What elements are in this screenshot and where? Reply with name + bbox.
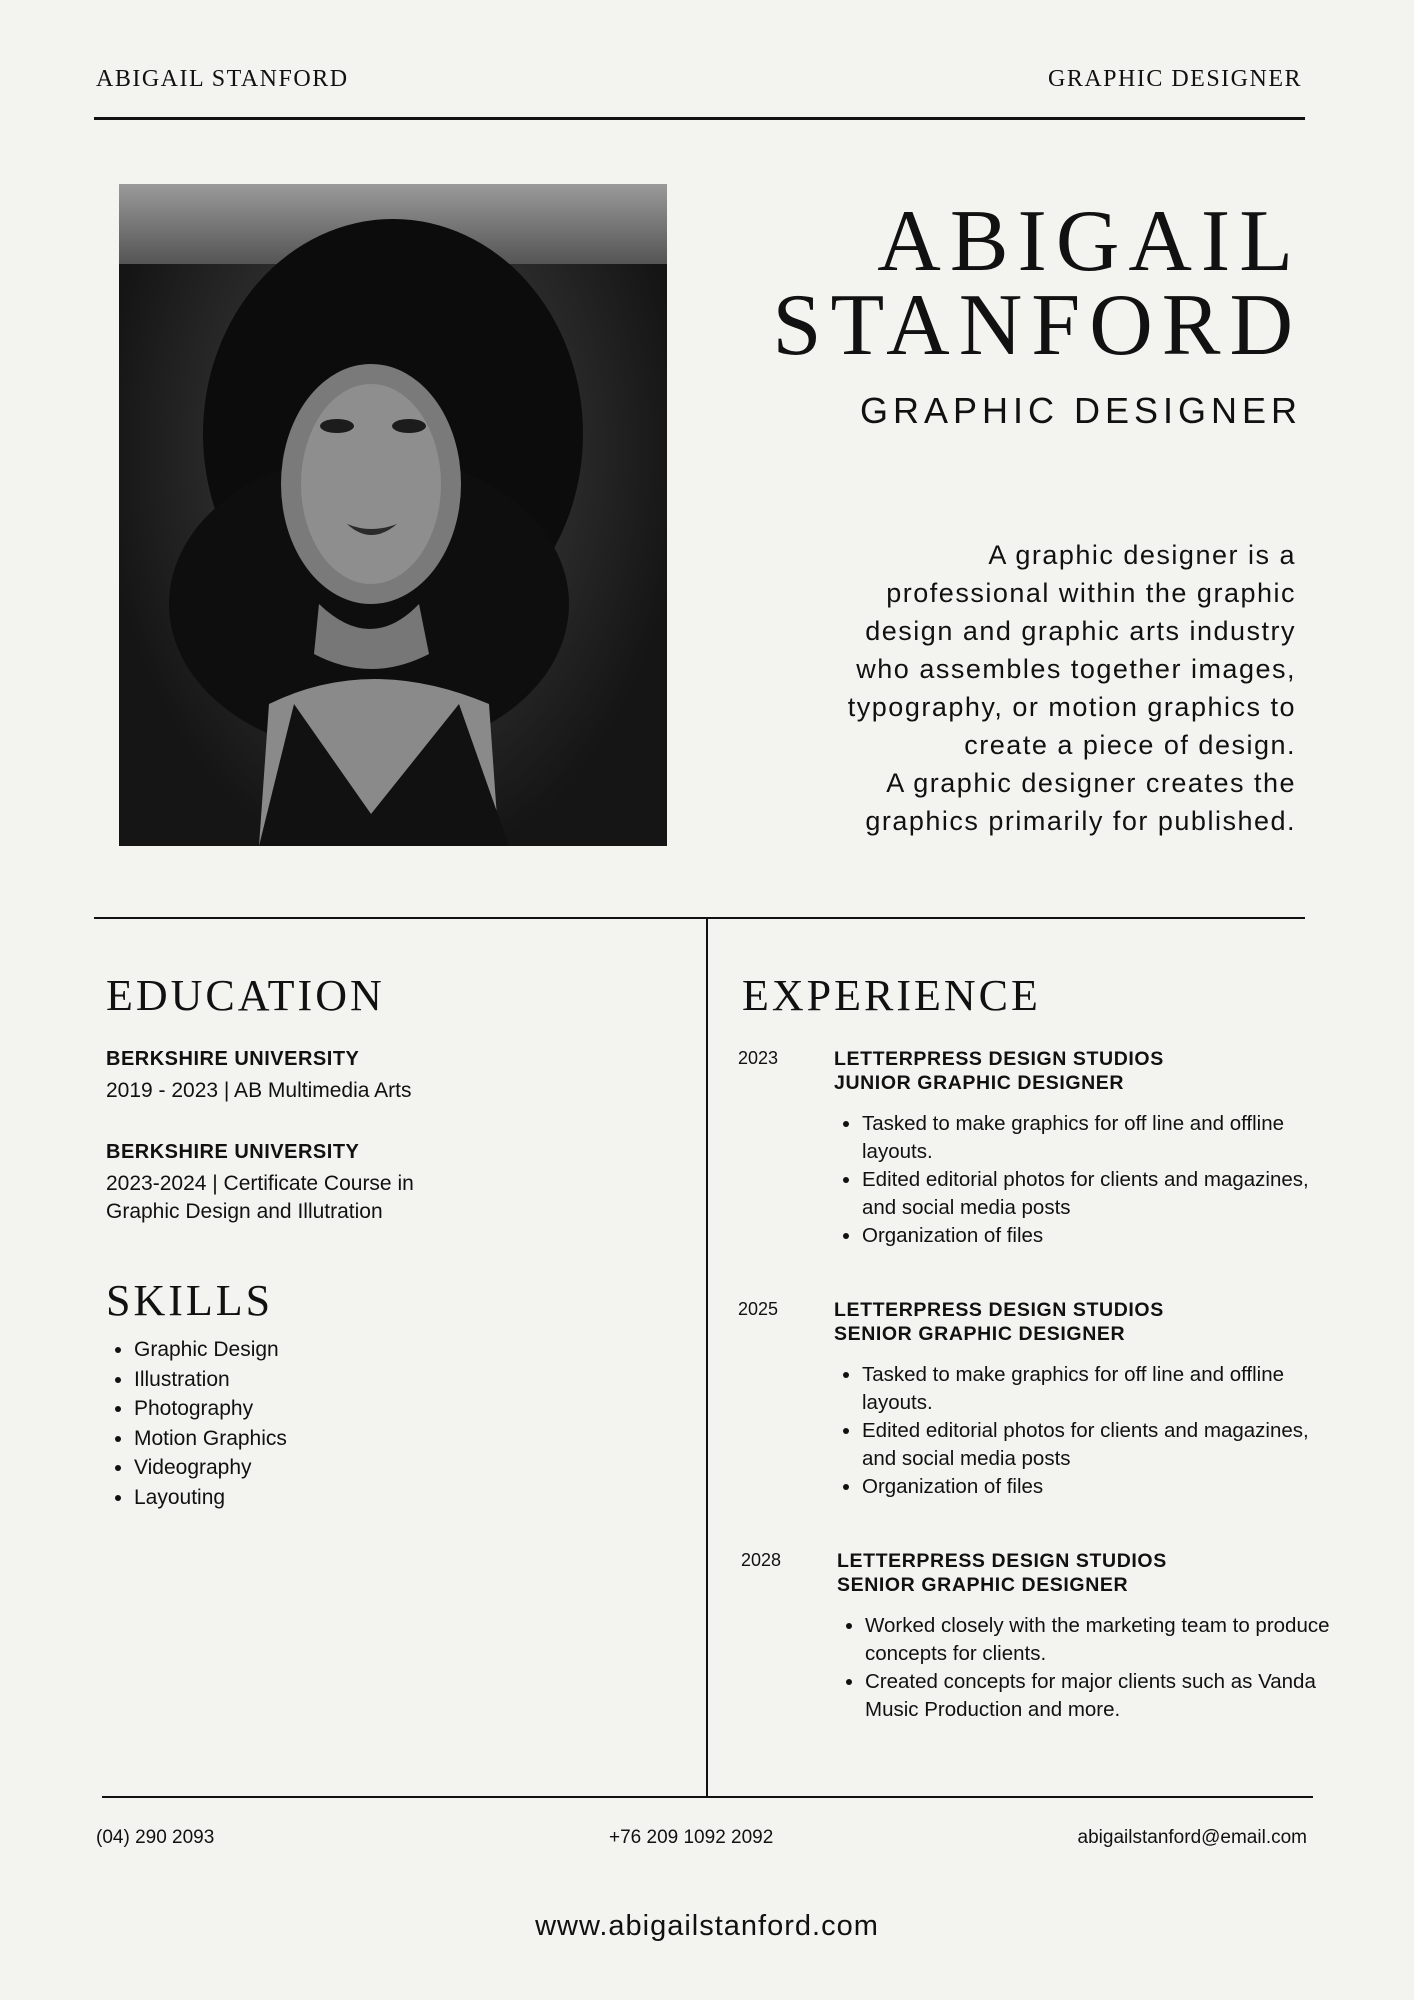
- education-school: BERKSHIRE UNIVERSITY: [106, 1048, 360, 1070]
- skill-item: • Layouting: [134, 1483, 287, 1513]
- skill-item: • Photography: [134, 1394, 287, 1424]
- section-divider: [94, 917, 1305, 919]
- skills-list: [106, 1335, 287, 1512]
- experience-item: [738, 1299, 1309, 1499]
- experience-bullet: • Edited editorial photos for clients and magazines, and social media posts: [862, 1417, 1332, 1473]
- header-name: ABIGAIL STANFORD: [96, 66, 349, 92]
- hero-first-name: ABIGAIL: [877, 193, 1302, 290]
- experience-bullets: [834, 1110, 1332, 1250]
- footer-divider: [102, 1796, 1313, 1798]
- summary-line: A graphic designer is a: [988, 540, 1296, 570]
- experience-year: 2028: [741, 1550, 782, 1570]
- education-detail: [106, 1170, 666, 1226]
- summary-line: typography, or motion graphics to: [847, 692, 1296, 722]
- phone-secondary[interactable]: +76 209 1092 2092: [609, 1827, 774, 1848]
- experience-position: JUNIOR GRAPHIC DESIGNER: [834, 1072, 1125, 1094]
- experience-bullet: • Tasked to make graphics for off line and offline layouts.: [862, 1361, 1332, 1417]
- experience-position: SENIOR GRAPHIC DESIGNER: [837, 1574, 1129, 1596]
- email-link[interactable]: abigailstanford@email.com: [1077, 1827, 1307, 1848]
- education-item: [106, 1141, 666, 1226]
- education-detail-line: 2023-2024 | Certificate Course in: [106, 1172, 414, 1195]
- experience-item: [738, 1048, 1309, 1248]
- summary: [736, 536, 1296, 840]
- website-link[interactable]: www.abigailstanford.com: [535, 1910, 879, 1942]
- phone-primary[interactable]: (04) 290 2093: [96, 1827, 215, 1848]
- summary-line: design and graphic arts industry: [865, 616, 1296, 646]
- experience-bullet: • Worked closely with the marketing team to produce concepts for clients.: [865, 1612, 1335, 1668]
- experience-title: EXPERIENCE: [742, 971, 1041, 1020]
- portrait-photo: [119, 184, 667, 846]
- experience-company: LETTERPRESS DESIGN STUDIOS: [837, 1550, 1167, 1572]
- hero-title: GRAPHIC DESIGNER: [859, 390, 1302, 431]
- skill-item: • Illustration: [134, 1365, 287, 1395]
- experience-bullets: [837, 1612, 1335, 1724]
- experience-year: 2023: [738, 1048, 779, 1068]
- experience-bullet: • Organization of files: [862, 1222, 1332, 1250]
- education-detail-line: Graphic Design and Illutration: [106, 1200, 383, 1223]
- summary-line: graphics primarily for published.: [865, 806, 1296, 836]
- education-title: EDUCATION: [106, 971, 385, 1020]
- experience-position: SENIOR GRAPHIC DESIGNER: [834, 1323, 1126, 1345]
- skill-item: • Motion Graphics: [134, 1424, 287, 1454]
- experience-company: LETTERPRESS DESIGN STUDIOS: [834, 1048, 1164, 1070]
- experience-bullet: • Edited editorial photos for clients and magazines, and social media posts: [862, 1166, 1332, 1222]
- experience-year: 2025: [738, 1299, 779, 1319]
- skills-title: SKILLS: [106, 1276, 274, 1325]
- experience-bullet: • Created concepts for major clients such as Vanda Music Production and more.: [865, 1668, 1335, 1724]
- column-divider: [706, 917, 708, 1797]
- experience-item: [741, 1550, 1330, 1750]
- education-school: BERKSHIRE UNIVERSITY: [106, 1141, 360, 1163]
- education-detail: 2019 - 2023 | AB Multimedia Arts: [106, 1079, 412, 1102]
- summary-line: professional within the graphic: [886, 578, 1296, 608]
- summary-line: create a piece of design.: [964, 730, 1296, 760]
- skill-item: • Graphic Design: [134, 1335, 287, 1365]
- hero-last-name: STANFORD: [772, 277, 1302, 374]
- header-role: GRAPHIC DESIGNER: [1047, 66, 1302, 92]
- summary-line: who assembles together images,: [856, 654, 1296, 684]
- experience-company: LETTERPRESS DESIGN STUDIOS: [834, 1299, 1164, 1321]
- header-divider: [94, 117, 1305, 120]
- experience-bullets: [834, 1361, 1332, 1501]
- skill-item: • Videography: [134, 1453, 287, 1483]
- experience-bullet: • Tasked to make graphics for off line and offline layouts.: [862, 1110, 1332, 1166]
- hero-name: [772, 193, 1303, 374]
- education-item: [106, 1048, 666, 1105]
- summary-line: A graphic designer creates the: [886, 768, 1296, 798]
- experience-bullet: • Organization of files: [862, 1473, 1332, 1501]
